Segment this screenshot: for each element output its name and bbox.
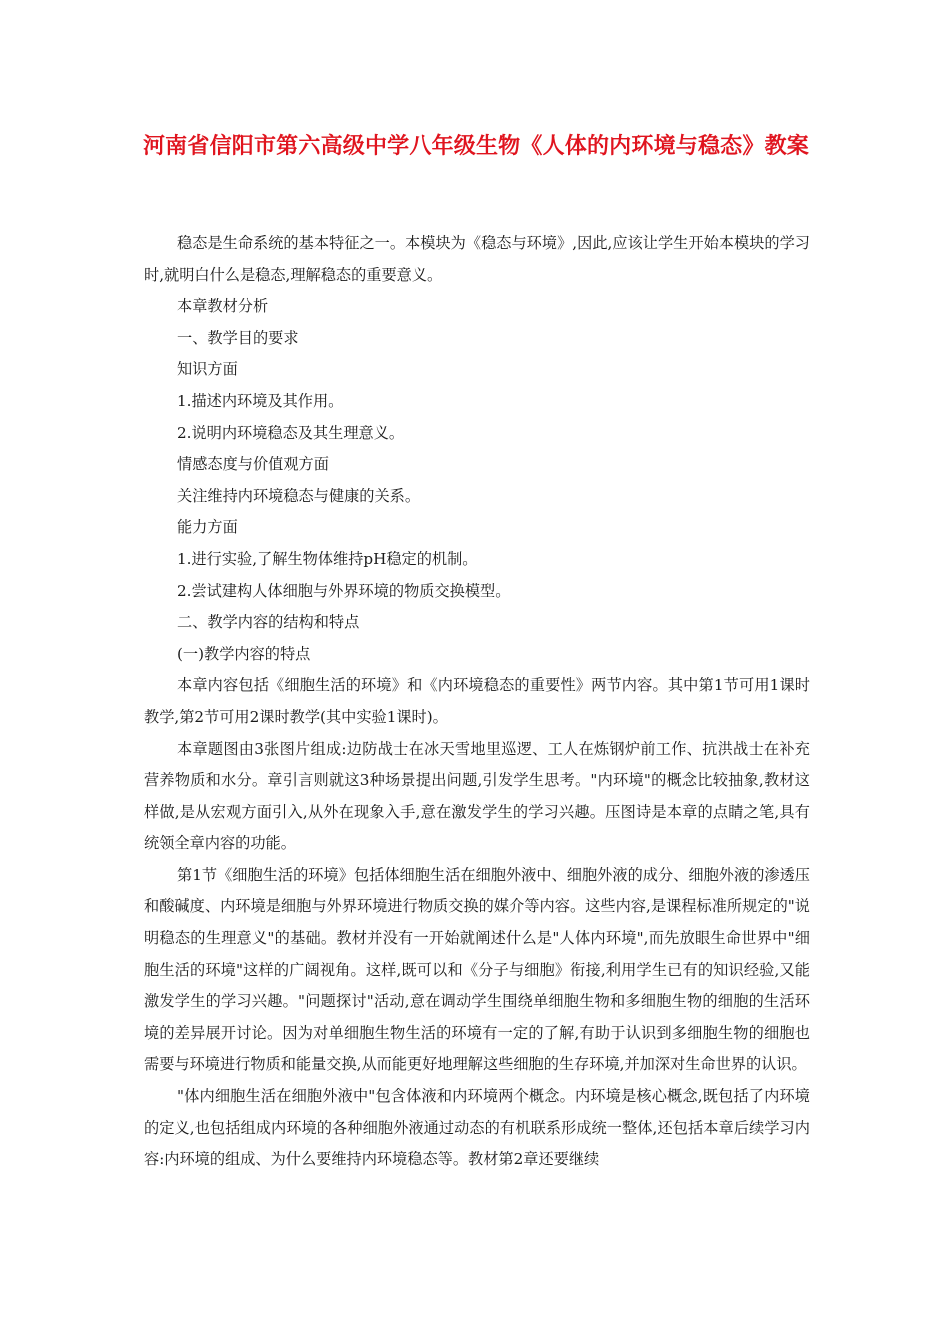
paragraph: 1.进行实验,了解生物体维持pH稳定的机制。 bbox=[177, 549, 478, 568]
paragraph: 2.说明内环境稳态及其生理意义。 bbox=[177, 423, 405, 442]
paragraph: 稳态是生命系统的基本特征之一。本模块为《稳态与环境》,因此,应该让学生开始本模块的学习时,就明白什么是稳态,理解稳态的重要意义。 bbox=[144, 234, 810, 284]
paragraph: 知识方面 bbox=[177, 360, 238, 379]
paragraph: 第1节《细胞生活的环境》包括体细胞生活在细胞外液中、细胞外液的成分、细胞外液的渗透压和酸碱度、内环境是细胞与外界环境进行物质交换的媒介等内容。这些内容,是课程标准所规定的"说明稳态的生理意义"的基础。教材并没有一开始就阐述什么是"人体内环境",而先放眼生命世界中"细胞生活的环境"这样的广阔视角。这样,既可以和《分子与细胞》衔接,利用学生已有的知识经验,又能激发学生的学习兴趣。"问题探讨"活动,意在调动学生围绕单细胞生物和多细胞生物的细胞的生活环境的差异展开讨论。因为对单细胞生物生活的环境有一定的了解,有助于认识到多细胞生物的细胞也需要与环境进行物质和能量交换,从而能更好地理解这些细胞的生存环境,并加深对生命世界的认识。 bbox=[144, 865, 810, 1074]
paragraph: 能力方面 bbox=[177, 518, 238, 537]
paragraph: 本章题图由3张图片组成:边防战士在冰天雪地里巡逻、工人在炼钢炉前工作、抗洪战士在补充营养物质和水分。章引言则就这3种场景提出问题,引发学生思考。"内环境"的概念比较抽象,教材这样做,是从宏观方面引入,从外在现象入手,意在激发学生的学习兴趣。压图诗是本章的点睛之笔,具有统领全章内容的功能。 bbox=[144, 739, 810, 853]
paragraph: 情感态度与价值观方面 bbox=[177, 455, 329, 474]
paragraph: 一、教学目的要求 bbox=[177, 328, 299, 347]
paragraph: (一)教学内容的特点 bbox=[177, 644, 311, 663]
paragraph: 2.尝试建构人体细胞与外界环境的物质交换模型。 bbox=[177, 581, 511, 600]
paragraph: "体内细胞生活在细胞外液中"包含体液和内环境两个概念。内环境是核心概念,既包括了内环境的定义,也包括组成内环境的各种细胞外液通过动态的有机联系形成统一整体,还包括本章后续学习内容:内环境的组成、为什么要维持内环境稳态等。教材第2章还要继续 bbox=[144, 1087, 810, 1169]
document-title: 河南省信阳市第六高级中学八年级生物《人体的内环境与稳态》教案 bbox=[142, 134, 809, 159]
paragraph: 二、教学内容的结构和特点 bbox=[177, 613, 360, 632]
paragraph: 本章教材分析 bbox=[177, 297, 269, 316]
document-body bbox=[144, 228, 810, 1176]
paragraph: 关注维持内环境稳态与健康的关系。 bbox=[177, 486, 420, 505]
paragraph: 本章内容包括《细胞生活的环境》和《内环境稳态的重要性》两节内容。其中第1节可用1课时教学,第2节可用2课时教学(其中实验1课时)。 bbox=[144, 676, 810, 726]
paragraph: 1.描述内环境及其作用。 bbox=[177, 391, 344, 410]
